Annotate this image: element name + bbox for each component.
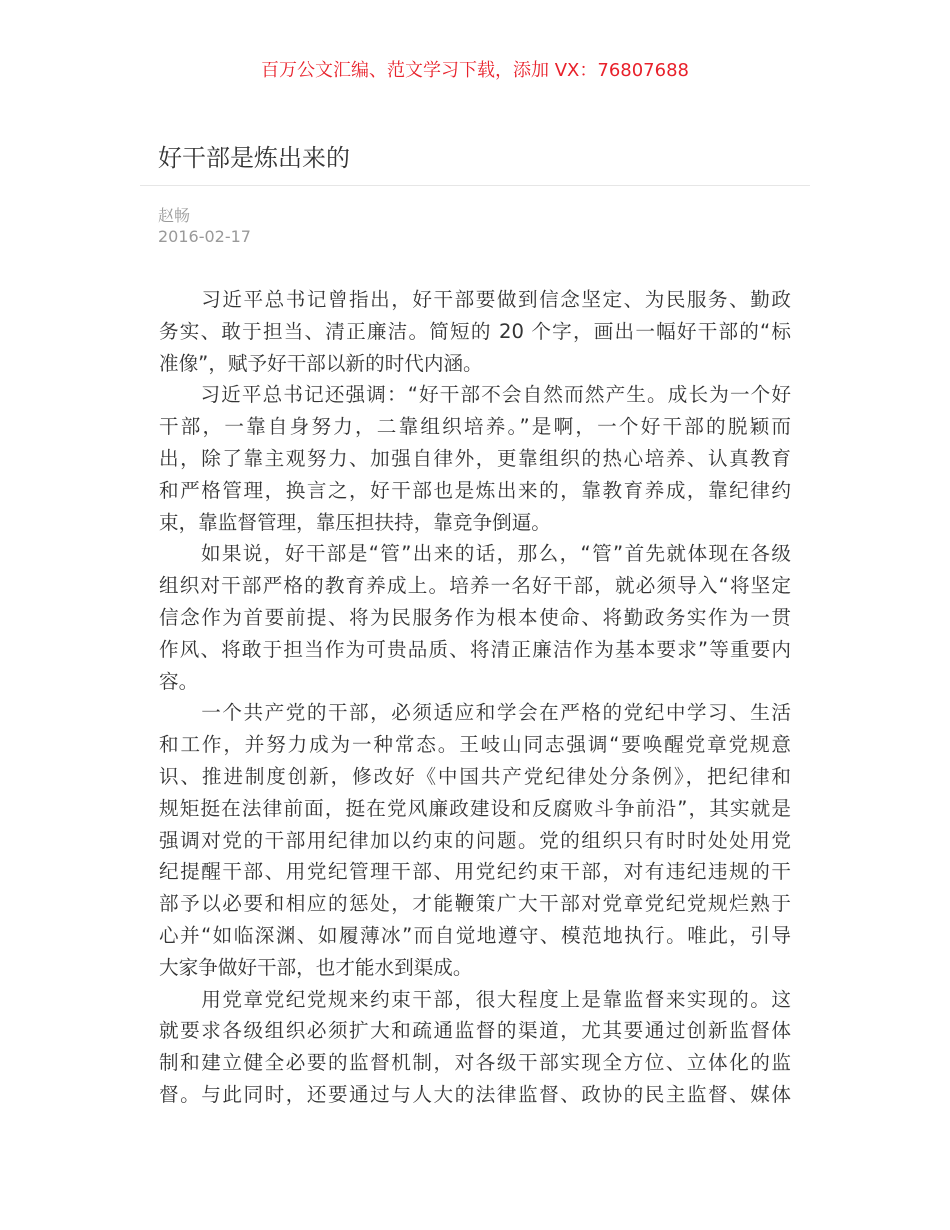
- paragraph: [159, 984, 791, 1111]
- paragraph-line: 准像”，赋予好干部以新的时代内涵。: [159, 351, 483, 375]
- paragraph-line: 和工作，并努力成为一种常态。王岐山同志强调“要唤醒党章党规意: [159, 733, 791, 757]
- paragraph-line: 务实、敢于担当、清正廉洁。简短的 20 个字，画出一幅好干部的“标: [159, 319, 791, 343]
- paragraph-line: 一个共产党的干部，必须适应和学会在严格的党纪中学习、生活: [159, 701, 791, 725]
- paragraph-line: 就要求各级组织必须扩大和疏通监督的渠道，尤其要通过创新监督体: [159, 1019, 791, 1043]
- paragraph-line: 制和建立健全必要的监督机制，对各级干部实现全方位、立体化的监: [159, 1051, 791, 1075]
- paragraph-line: 和严格管理，换言之，好干部也是炼出来的，靠教育养成，靠纪律约: [159, 478, 791, 502]
- paragraph-line: 识、推进制度创新，修改好《中国共产党纪律处分条例》，把纪律和: [159, 764, 791, 788]
- paragraph-line: 出，除了靠主观努力、加强自律外，更靠组织的热心培养、认真教育: [159, 446, 791, 470]
- paragraph: [159, 284, 791, 379]
- paragraph-line: 习近平总书记还强调：“好干部不会自然而然产生。成长为一个好: [159, 383, 791, 407]
- paragraph-line: 纪提醒干部、用党纪管理干部、用党纪约束干部，对有违纪违规的干: [159, 860, 791, 884]
- paragraph-line: 容。: [159, 669, 199, 693]
- paragraph-line: 信念作为首要前提、将为民服务作为根本使命、将勤政务实作为一贯: [159, 605, 791, 629]
- article-author: 赵畅: [158, 206, 191, 225]
- article-body: [159, 284, 791, 1111]
- paragraph-line: 心并“如临深渊、如履薄冰”而自觉地遵守、模范地执行。唯此，引导: [159, 923, 791, 947]
- download-banner: 百万公文汇编、范文学习下载，添加 VX：76807688: [261, 60, 689, 81]
- title-divider: [140, 185, 810, 186]
- paragraph-line: 部予以必要和相应的惩处，才能鞭策广大干部对党章党纪党规烂熟于: [159, 892, 791, 916]
- paragraph-line: 组织对干部严格的教育养成上。培养一名好干部，就必须导入“将坚定: [159, 574, 791, 598]
- paragraph-line: 规矩挺在法律前面，挺在党风廉政建设和反腐败斗争前沿”，其实就是: [159, 796, 791, 820]
- paragraph-line: 强调对党的干部用纪律加以约束的问题。党的组织只有时时处处用党: [159, 828, 791, 852]
- paragraph-line: 习近平总书记曾指出，好干部要做到信念坚定、为民服务、勤政: [159, 288, 791, 311]
- paragraph: [159, 697, 791, 983]
- paragraph: [159, 379, 791, 538]
- paragraph-line: 大家争做好干部，也才能水到渠成。: [159, 955, 473, 979]
- paragraph-line: 干部，一靠自身努力，二靠组织培养。”是啊，一个好干部的脱颖而: [159, 415, 791, 439]
- paragraph-line: 如果说，好干部是“管”出来的话，那么，“管”首先就体现在各级: [159, 542, 791, 566]
- paragraph: [159, 538, 791, 697]
- paragraph-line: 用党章党纪党规来约束干部，很大程度上是靠监督来实现的。这: [159, 987, 791, 1011]
- paragraph-line: 束，靠监督管理，靠压担扶持，靠竞争倒逼。: [159, 510, 551, 534]
- article-title: 好干部是炼出来的: [158, 144, 350, 172]
- article-date: 2016-02-17: [158, 227, 251, 246]
- paragraph-line: 督。与此同时，还要通过与人大的法律监督、政协的民主监督、媒体: [159, 1082, 791, 1106]
- paragraph-line: 作风、将敢于担当作为可贵品质、将清正廉洁作为基本要求”等重要内: [159, 637, 791, 661]
